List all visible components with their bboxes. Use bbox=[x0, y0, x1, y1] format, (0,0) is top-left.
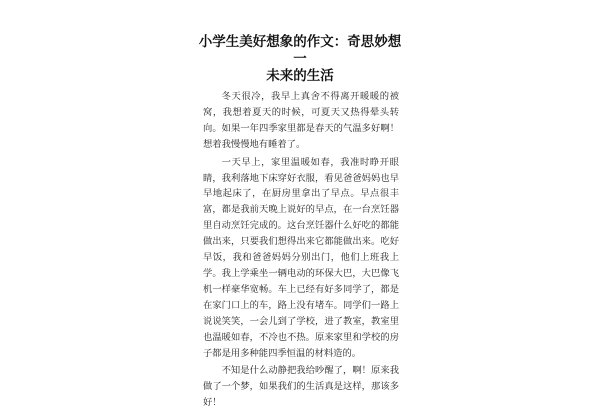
paragraph-2: 一天早上，家里温暖如春，我准时睁开眼睛，我利落地下床穿好衣服，看见爸爸妈妈也早早地起床了，在厨房里拿出了早点。早点很丰富，都是我前天晚上说好的早点，在一台烹饪器里自动烹饪完成的。这台烹饪器什么好吃的都能做出来，只要我们想得出来它都能做出来。吃好早饭，我和爸爸妈妈分别出门，他们上班我上学。我上学乘坐一辆电动的环保大巴，大巴像飞机一样豪华宽畅。车上已经有好多同学了，都是在家门口上的车，路上没有堵车。同学们一路上说说笑笑，一会儿到了学校，进了教室，教室里也温暖如春，不冷也不热。原来家里和学校的房子都是用多种能四季恒温的材料造的。 bbox=[203, 156, 399, 359]
title-line-1: 小学生美好想象的作文：奇思妙想一 bbox=[198, 34, 402, 67]
article-body bbox=[203, 89, 399, 413]
paragraph-3: 不知是什么动静把我给吵醒了，啊！原来我做了一个梦，如果我们的生活真是这样，那该多好！ bbox=[203, 365, 399, 409]
paragraph-1: 冬天很冷，我早上真舍不得离开暖暖的被窝，我想着夏天的时候，可夏天又热得晕头转向。如果一年四季家里都是春天的气温多好啊！想着我慢慢地有睡着了。 bbox=[203, 91, 399, 150]
article-title bbox=[195, 34, 405, 85]
title-line-2: 未来的生活 bbox=[266, 68, 334, 84]
